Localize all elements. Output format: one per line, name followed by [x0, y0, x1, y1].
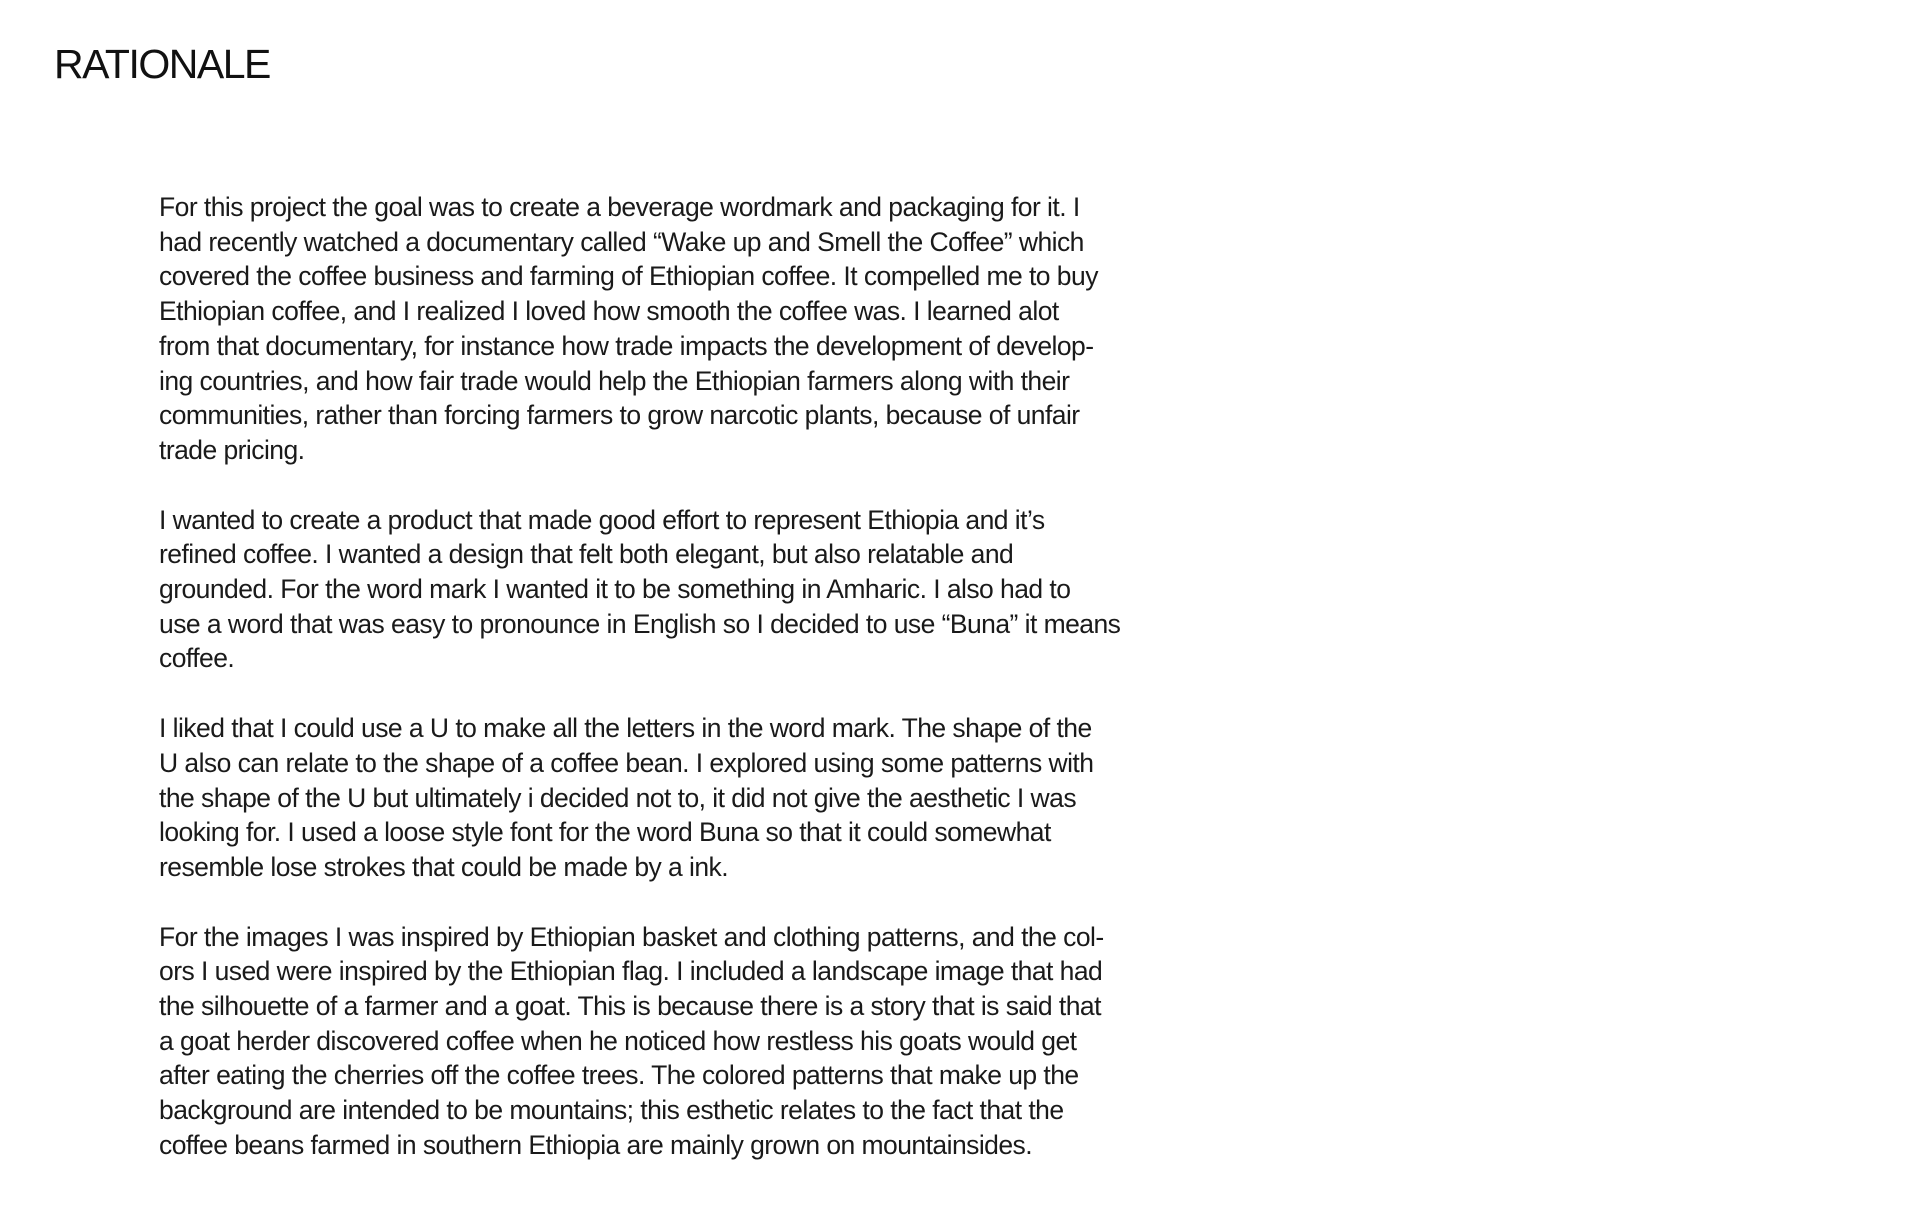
text-line: coffee.	[159, 643, 235, 674]
text-line: from that documentary, for instance how trade impacts the development of develop-	[159, 330, 1094, 361]
text-line: resemble lose strokes that could be made by a ink.	[159, 851, 729, 882]
text-line: the silhouette of a farmer and a goat. This is because there is a story that is said that	[159, 991, 1101, 1022]
text-line: looking for. I used a loose style font for the word Buna so that it could somewhat	[159, 817, 1051, 848]
text-line: background are intended to be mountains; this esthetic relates to the fact that the	[159, 1095, 1064, 1126]
text-line: I wanted to create a product that made good effort to represent Ethiopia and it’s	[159, 504, 1045, 535]
text-line: communities, rather than forcing farmers to grow narcotic plants, because of unfair	[159, 400, 1080, 431]
text-line: the shape of the U but ultimately i decided not to, it did not give the aesthetic I was	[159, 782, 1077, 813]
text-line: had recently watched a documentary called “Wake up and Smell the Coffee” which	[159, 226, 1084, 257]
text-line: after eating the cherries off the coffee trees. The colored patterns that make up the	[159, 1060, 1079, 1091]
paragraph-2	[159, 503, 1199, 677]
text-line: coffee beans farmed in southern Ethiopia are mainly grown on mountainsides.	[159, 1129, 1033, 1160]
paragraph-4	[159, 920, 1199, 1163]
paragraph-3	[159, 711, 1199, 885]
text-line: Ethiopian coffee, and I realized I loved how smooth the coffee was. I learned alot	[159, 296, 1059, 327]
text-line: For the images I was inspired by Ethiopian basket and clothing patterns, and the col-	[159, 921, 1104, 952]
text-line: covered the coffee business and farming of Ethiopian coffee. It compelled me to buy	[159, 261, 1098, 292]
text-line: U also can relate to the shape of a coffee bean. I explored using some patterns with	[159, 747, 1094, 778]
rationale-body	[159, 190, 1199, 1198]
text-line: refined coffee. I wanted a design that felt both elegant, but also relatable and	[159, 539, 1014, 570]
text-line: I liked that I could use a U to make all the letters in the word mark. The shape of the	[159, 713, 1092, 744]
text-line: use a word that was easy to pronounce in English so I decided to use “Buna” it means	[159, 608, 1121, 639]
page-title: RATIONALE	[54, 41, 270, 87]
text-line: ors I used were inspired by the Ethiopian flag. I included a landscape image that had	[159, 956, 1103, 987]
text-line: ing countries, and how fair trade would help the Ethiopian farmers along with their	[159, 365, 1070, 396]
text-line: For this project the goal was to create a beverage wordmark and packaging for it. I	[159, 192, 1080, 222]
text-line: grounded. For the word mark I wanted it to be something in Amharic. I also had to	[159, 574, 1071, 605]
paragraph-1	[159, 190, 1199, 468]
text-line: trade pricing.	[159, 434, 305, 465]
text-line: a goat herder discovered coffee when he noticed how restless his goats would get	[159, 1025, 1077, 1056]
